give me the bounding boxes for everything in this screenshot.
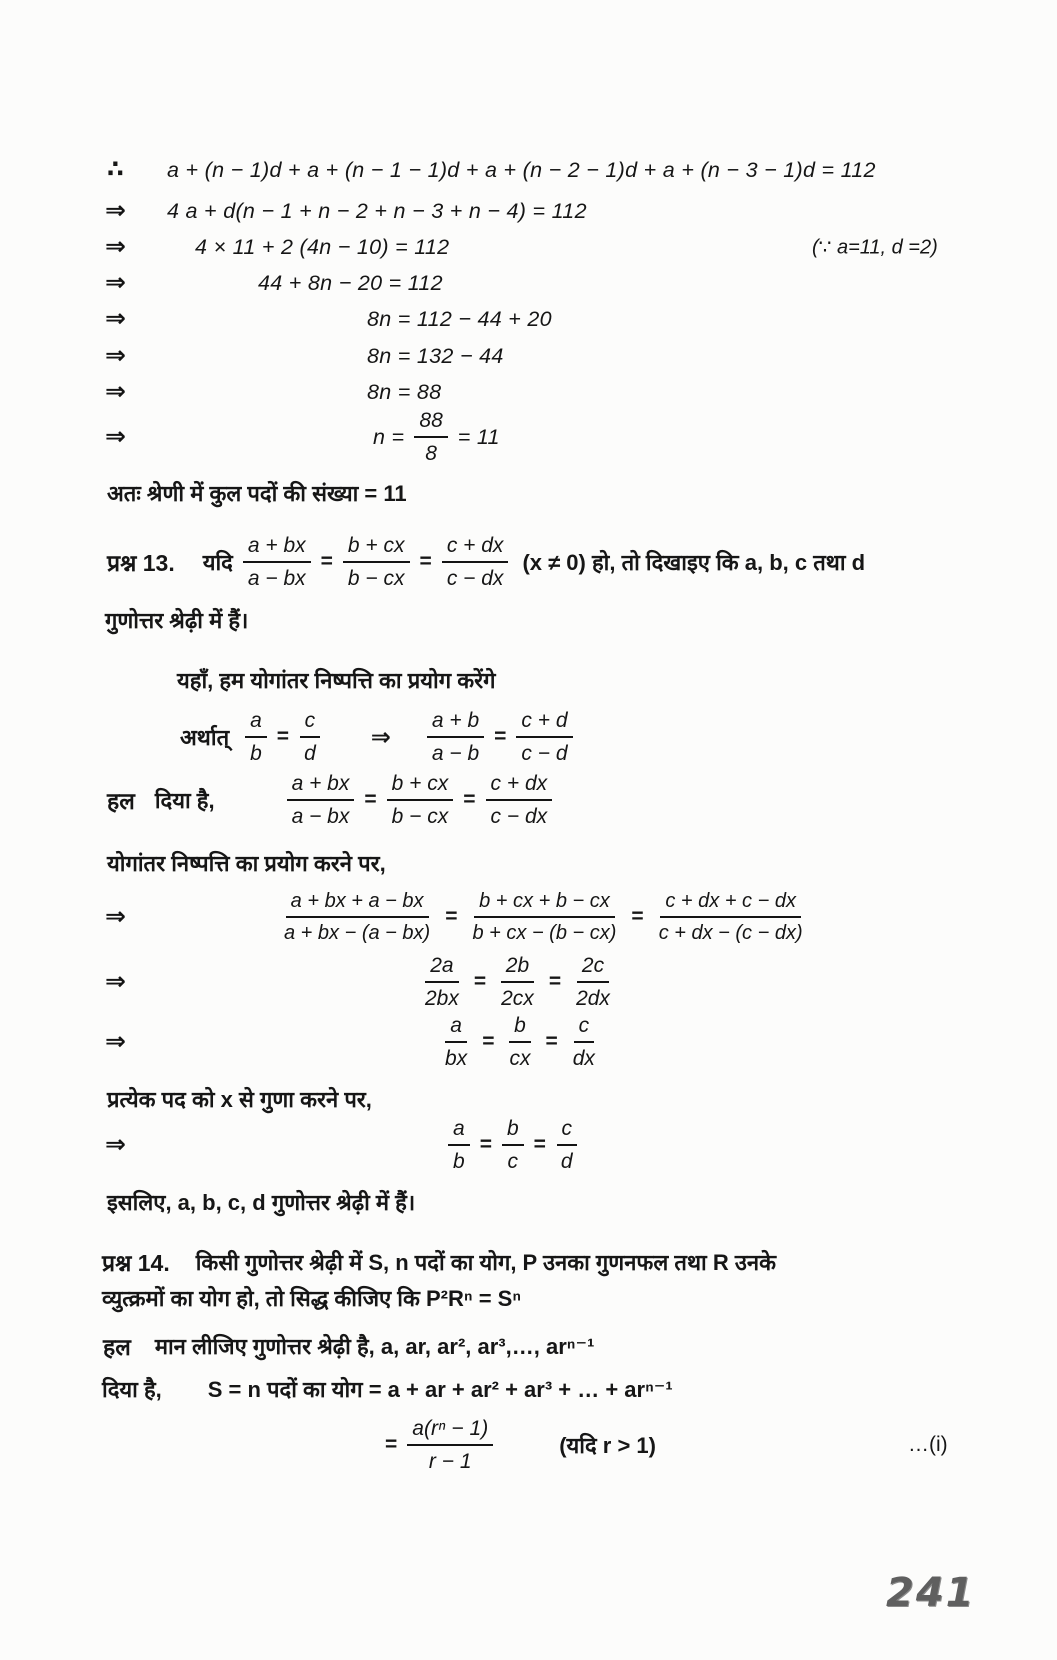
fraction-numerator: c + d	[516, 707, 572, 738]
fraction-denominator: a − bx	[291, 805, 350, 828]
question-text: यदि	[202, 550, 233, 575]
given-label: दिया है,	[154, 788, 215, 813]
implies-arrow: ⇒	[105, 304, 126, 333]
given-text: S = n पदों का योग = a + ar + ar² + ar³ + … + arⁿ⁻¹	[207, 1377, 673, 1402]
fraction-denominator: c + dx − (c − dx)	[658, 922, 803, 944]
page-number: 241	[886, 1570, 976, 1616]
fraction-numerator: a + bx	[243, 532, 311, 563]
fraction	[496, 952, 539, 1013]
implies-arrow: ⇒	[105, 1027, 126, 1056]
arthat-label: अर्थात्	[180, 725, 230, 750]
fraction	[442, 532, 509, 593]
therefore-symbol: ∴	[107, 156, 124, 183]
equation: 4 × 11 + 2 (4n − 10) = 112	[195, 234, 450, 259]
fraction	[427, 707, 484, 768]
question-14-line2: व्युत्क्रमों का योग हो, तो सिद्ध कीजिए कि P²Rⁿ = Sⁿ	[102, 1286, 522, 1311]
fraction-numerator: a + bx	[287, 770, 355, 801]
side-note: (∵ a=11, d =2)	[812, 236, 938, 259]
fraction	[420, 952, 464, 1013]
fraction-denominator: 2bx	[425, 987, 459, 1010]
question-text: (x ≠ 0) हो, तो दिखाइए कि a, b, c तथा d	[522, 550, 866, 575]
equals-sign: =	[463, 788, 476, 811]
fraction-numerator: b + cx	[387, 770, 454, 801]
equals-sign: =	[473, 970, 487, 993]
fraction	[467, 888, 621, 946]
fraction-denominator: dx	[572, 1047, 595, 1070]
fraction	[287, 770, 355, 831]
fraction-numerator: c	[300, 707, 321, 738]
fraction-numerator: b + cx	[343, 532, 410, 563]
solution-13-step2	[0, 950, 1057, 1014]
fraction	[299, 707, 321, 768]
fraction-numerator: c	[574, 1012, 595, 1043]
fraction-numerator: b + cx + b − cx	[474, 888, 615, 918]
equation-tag: …(i)	[908, 1433, 948, 1456]
hal-label: हल	[107, 788, 135, 814]
fraction	[279, 888, 435, 946]
fraction-numerator: b	[502, 1115, 524, 1146]
fraction-numerator: c + dx	[486, 770, 553, 801]
solution-14-formula	[0, 1413, 1057, 1477]
question-13-line2: गुणोत्तर श्रेढ़ी में हैं।	[105, 608, 249, 633]
derivation-conclusion: अतः श्रेणी में कुल पदों की संख्या = 11	[107, 481, 407, 506]
implies-arrow: ⇒	[105, 341, 126, 370]
fraction-numerator: a + bx + a − bx	[286, 888, 429, 918]
fraction-denominator: 2dx	[576, 987, 610, 1010]
fraction-numerator: 2c	[577, 952, 609, 983]
solution-13-step1	[0, 885, 1057, 949]
equation-rhs: = 11	[457, 424, 500, 449]
fraction-denominator: d	[560, 1150, 573, 1173]
fraction-numerator: a(rⁿ − 1)	[407, 1415, 493, 1446]
fraction	[387, 770, 454, 831]
equation: 8n = 132 − 44	[367, 343, 504, 368]
equation: 44 + 8n − 20 = 112	[258, 270, 443, 295]
equals-sign: =	[482, 1030, 495, 1053]
implies-arrow: ⇒	[105, 422, 126, 451]
equals-sign: =	[548, 970, 562, 993]
fraction-denominator: cx	[509, 1047, 531, 1070]
fraction	[243, 532, 311, 593]
derivation-row-6	[0, 341, 1057, 371]
fraction-denominator: 8	[425, 442, 437, 465]
equals-sign: =	[419, 550, 432, 573]
fraction-denominator: b + cx − (b − cx)	[472, 922, 617, 944]
solution-13-step4	[0, 1113, 1057, 1177]
equals-sign: =	[445, 905, 458, 928]
fraction-denominator: a − bx	[247, 567, 306, 590]
implies-arrow: ⇒	[105, 377, 126, 406]
fraction-denominator: b − cx	[347, 567, 405, 590]
fraction-denominator: d	[304, 742, 316, 765]
equals-sign: =	[385, 1433, 398, 1456]
fraction	[440, 1012, 472, 1073]
fraction-denominator: r − 1	[428, 1450, 472, 1473]
fraction-denominator: c − dx	[490, 805, 548, 828]
equation: a + (n − 1)d + a + (n − 1 − 1)d + a + (n − 2 − 1)d + a + (n − 3 − 1)d = 112	[167, 157, 876, 182]
condition-text: (यदि r > 1)	[559, 1433, 656, 1458]
equals-sign: =	[631, 905, 644, 928]
derivation-row-7	[0, 377, 1057, 407]
fraction-denominator: c	[507, 1150, 519, 1173]
derivation-row-4	[0, 268, 1057, 298]
fraction-numerator: 2a	[425, 952, 458, 983]
implies-arrow: ⇒	[105, 967, 126, 996]
fraction-denominator: b − cx	[391, 805, 449, 828]
fraction-denominator: b	[453, 1150, 465, 1173]
fraction-numerator: 88	[414, 407, 447, 438]
implies-arrow: ⇒	[370, 723, 391, 751]
fraction-numerator: a + b	[427, 707, 484, 738]
fraction	[571, 952, 615, 1013]
fraction	[414, 407, 447, 468]
equals-sign: =	[533, 1133, 546, 1156]
equals-sign: =	[320, 550, 333, 573]
fraction-denominator: b	[250, 742, 262, 765]
fraction-denominator: a + bx − (a − bx)	[284, 922, 431, 944]
fraction	[516, 707, 572, 768]
fraction	[343, 532, 410, 593]
equation: 4 a + d(n − 1 + n − 2 + n − 3 + n − 4) = 112	[167, 198, 587, 223]
fraction	[556, 1115, 578, 1176]
method-note-formula	[0, 705, 1057, 769]
solution-14-given	[0, 1372, 1057, 1406]
equals-sign: =	[479, 1133, 492, 1156]
fraction-denominator: a − b	[431, 742, 480, 765]
derivation-row-final	[0, 405, 1057, 469]
fraction-denominator: bx	[445, 1047, 468, 1070]
derivation-row-3	[0, 232, 1057, 262]
fraction-denominator: c − d	[521, 742, 568, 765]
question-14-line1	[0, 1245, 1057, 1279]
fraction-denominator: c − dx	[446, 567, 504, 590]
solution-13-given	[0, 768, 1057, 832]
equals-sign: =	[494, 725, 507, 748]
fraction	[407, 1415, 493, 1476]
step-text: योगांतर निष्पत्ति का प्रयोग करने पर,	[107, 851, 386, 876]
implies-arrow: ⇒	[105, 196, 126, 225]
equation: 8n = 112 − 44 + 20	[367, 306, 552, 331]
fraction-denominator: 2cx	[501, 987, 534, 1010]
assume-text: मान लीजिए गुणोत्तर श्रेढ़ी है, a, ar, ar², ar³,…, arⁿ⁻¹	[154, 1334, 595, 1359]
implies-arrow: ⇒	[105, 1130, 126, 1159]
question-13-line1	[0, 530, 1057, 594]
fraction-numerator: c	[557, 1115, 578, 1146]
fraction-numerator: c + dx	[442, 532, 509, 563]
derivation-row-1	[0, 155, 1057, 185]
fraction-numerator: a	[445, 1012, 467, 1043]
derivation-row-2	[0, 196, 1057, 226]
question-13-label: प्रश्न 13.	[107, 550, 175, 576]
implies-arrow: ⇒	[105, 268, 126, 297]
implies-arrow: ⇒	[105, 902, 126, 931]
fraction	[486, 770, 553, 831]
equals-sign: =	[545, 1030, 558, 1053]
solution-14-assume	[0, 1329, 1057, 1363]
fraction	[568, 1012, 600, 1073]
fraction	[502, 1115, 524, 1176]
given-label: दिया है,	[102, 1377, 162, 1402]
fraction-numerator: b	[509, 1012, 531, 1043]
implies-arrow: ⇒	[105, 232, 126, 261]
fraction-numerator: a	[245, 707, 267, 738]
solution-13-conclusion: इसलिए, a, b, c, d गुणोत्तर श्रेढ़ी में हैं।	[107, 1190, 416, 1215]
hal-label: हल	[103, 1334, 131, 1360]
equation: 8n = 88	[367, 379, 442, 404]
step-text: प्रत्येक पद को x से गुणा करने पर,	[107, 1087, 372, 1112]
fraction-numerator: a	[448, 1115, 470, 1146]
question-text: किसी गुणोत्तर श्रेढ़ी में S, n पदों का योग, P उनका गुणनफल तथा R उनके	[195, 1250, 776, 1275]
question-14-label: प्रश्न 14.	[102, 1250, 170, 1276]
fraction	[504, 1012, 535, 1073]
fraction	[654, 888, 808, 946]
fraction-numerator: 2b	[501, 952, 534, 983]
method-note: यहाँ, हम योगांतर निष्पत्ति का प्रयोग करेंगे	[177, 668, 496, 693]
solution-13-step3	[0, 1010, 1057, 1074]
derivation-row-5	[0, 304, 1057, 334]
equation-lhs: n =	[373, 424, 405, 449]
equals-sign: =	[364, 788, 377, 811]
equals-sign: =	[276, 725, 290, 748]
fraction	[448, 1115, 470, 1176]
fraction	[245, 707, 267, 768]
fraction-numerator: c + dx + c − dx	[660, 888, 801, 918]
